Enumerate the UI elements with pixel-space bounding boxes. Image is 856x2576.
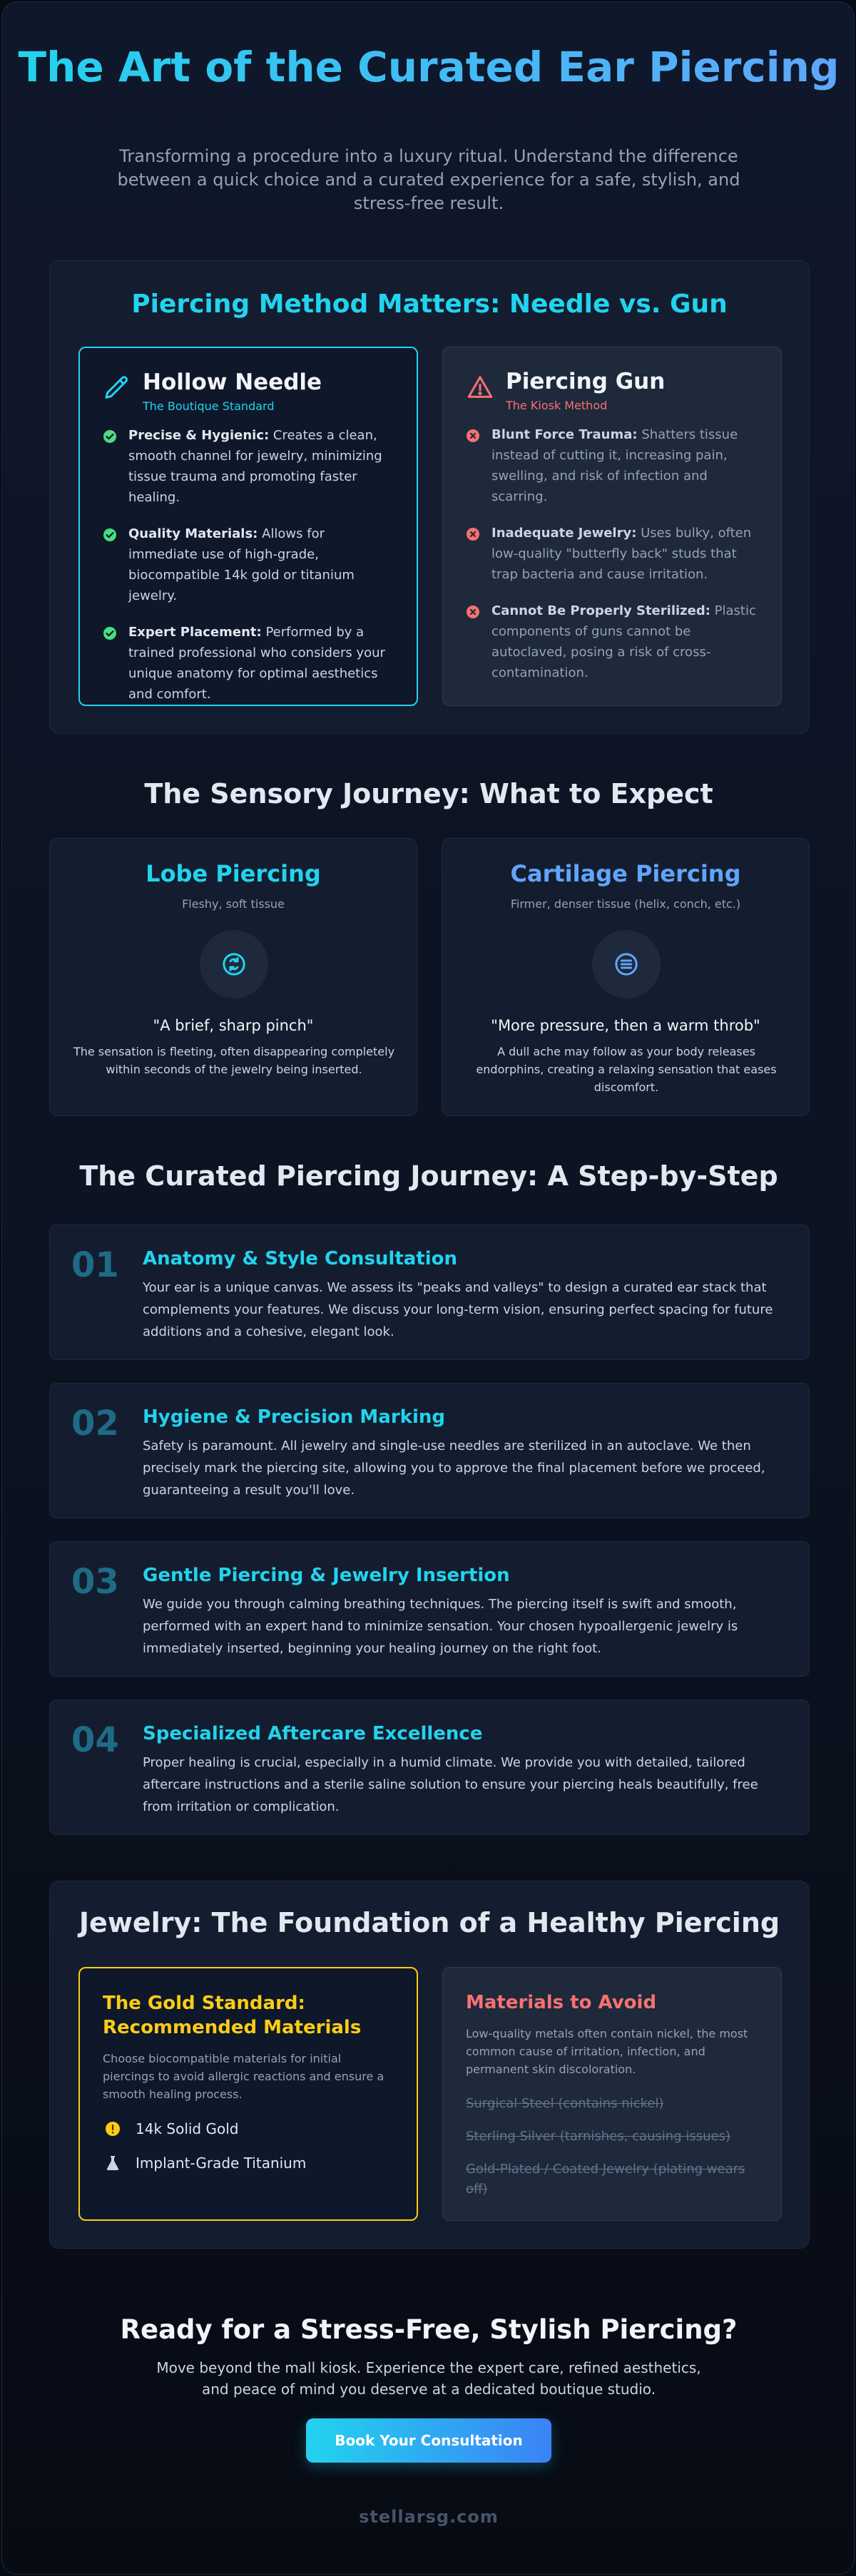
cta-subtitle: Move beyond the mall kiosk. Experience the expert care, refined aesthetics, and peace of mind you deserve at a dedicated boutique studio.: [156, 2359, 701, 2398]
lobe-quote: "A brief, sharp pinch": [153, 1017, 314, 1034]
sensory-section-title: The Sensory Journey: What to Expect: [144, 778, 713, 809]
gun-title: Piercing Gun: [506, 369, 666, 394]
step-number: 04: [71, 1720, 119, 1760]
avoid-description: Low-quality metals often contain nickel, the most common cause of irritation, infection, and permanent skin discoloration.: [466, 2027, 748, 2076]
cartilage-description: A dull ache may follow as your body releases endorphins, creating a relaxing sensation that eases discomfort.: [476, 1045, 777, 1094]
cartilage-subtitle: Firmer, denser tissue (helix, conch, etc.): [510, 897, 741, 911]
list-item: [466, 523, 758, 585]
list-item: [103, 425, 394, 508]
item-text: Uses bulky, often low-quality "butterfly back" studs that trap bacteria and cause irritation.: [491, 526, 752, 582]
item-text: Creates a clean, smooth channel for jewelry, minimizing tissue trauma and promoting faster healing.: [128, 428, 382, 505]
pencil-icon: [103, 374, 131, 402]
warning-icon: [466, 373, 494, 402]
method-section: [49, 260, 810, 734]
avoid-title: Materials to Avoid: [466, 1992, 657, 2013]
jewelry-section-title: Jewelry: The Foundation of a Healthy Piercing: [78, 1907, 780, 1938]
step-description: We guide you through calming breathing techniques. The piercing itself is swift and smooth, performed with an expert hand to minimize sensation. Your chosen hypoallergenic jewelry is immediately inserted, beginning your healing journey on the right foot.: [143, 1597, 738, 1656]
list-item: Gold-Plated / Coated Jewelry (plating wears off): [466, 2162, 745, 2197]
x-circle-icon: [466, 527, 480, 541]
lobe-title: Lobe Piercing: [146, 860, 321, 887]
item-text: Shatters tissue instead of cutting it, increasing pain, swelling, and risk of infection and scarring.: [491, 427, 738, 504]
step-description: Safety is paramount. All jewelry and single-use needles are sterilized in an autoclave. We then precisely mark the piercing site, allowing you to approve the final placement before we proceed, guaranteeing a result you'll love.: [143, 1438, 765, 1498]
step-title: Anatomy & Style Consultation: [143, 1248, 458, 1269]
x-circle-icon: [466, 429, 480, 443]
needle-title: Hollow Needle: [143, 369, 322, 395]
recommended-description: Choose biocompatible materials for initial piercings to avoid allergic reactions and ensure a smooth healing process.: [103, 2052, 384, 2101]
gun-risks-list: [466, 424, 758, 683]
list-item: [103, 523, 394, 606]
item-heading: Precise & Hygienic:: [128, 428, 270, 443]
step-title: Hygiene & Precision Marking: [143, 1406, 445, 1428]
refresh-icon: [200, 930, 268, 998]
journey-step: [49, 1225, 810, 1360]
needle-benefits-list: [103, 425, 394, 705]
cta-title: Ready for a Stress-Free, Stylish Piercing?: [120, 2314, 738, 2345]
menu-circle-icon: [592, 930, 661, 998]
item-text: Plastic components of guns cannot be autoclaved, posing a risk of cross-contamination.: [491, 603, 756, 680]
step-number: 01: [71, 1245, 119, 1285]
step-description: Your ear is a unique canvas. We assess its "peaks and valleys" to design a curated ear stack that complements your features. We discuss your long-term vision, ensuring perfect spacing for future additions and a cohesive, elegant look.: [143, 1280, 773, 1339]
item-heading: Inadequate Jewelry:: [491, 526, 637, 541]
journey-step: [49, 1541, 810, 1677]
journey-step: [49, 1383, 810, 1518]
lobe-description: The sensation is fleeting, often disappearing completely within seconds of the jewelry being inserted.: [73, 1045, 395, 1076]
material-label: Implant-Grade Titanium: [136, 2155, 307, 2172]
list-item: [103, 2153, 394, 2173]
check-circle-icon: [103, 528, 117, 542]
book-consultation-button[interactable]: Book Your Consultation: [306, 2418, 551, 2463]
gold-coin-icon: [104, 2120, 121, 2137]
list-item: Sterling Silver (tarnishes, causing issues): [466, 2129, 730, 2144]
item-text: Allows for immediate use of high-grade, biocompatible 14k gold or titanium jewelry.: [128, 526, 355, 603]
lobe-subtitle: Fleshy, soft tissue: [182, 897, 285, 911]
recommended-list: [103, 2119, 394, 2173]
jewelry-section: [49, 1881, 810, 2249]
check-circle-icon: [103, 429, 117, 444]
cartilage-title: Cartilage Piercing: [510, 860, 741, 887]
step-title: Gentle Piercing & Jewelry Insertion: [143, 1565, 510, 1586]
gun-subtitle: The Kiosk Method: [506, 399, 608, 412]
avoid-materials-card: [442, 1967, 782, 2221]
cartilage-card: [442, 838, 810, 1116]
page-subtitle: Transforming a procedure into a luxury ritual. Understand the difference between a quick choice and a curated experience for a safe, stylish, and stress-free result.: [117, 146, 740, 213]
step-number: 02: [71, 1404, 119, 1443]
item-text: Performed by a trained professional who considers your unique anatomy for optimal aesthetics and comfort.: [128, 625, 385, 702]
list-item: [466, 424, 758, 507]
journey-step: [49, 1700, 810, 1835]
list-item: [103, 2119, 394, 2139]
recommended-materials-card: [78, 1967, 418, 2221]
method-section-title: Piercing Method Matters: Needle vs. Gun: [131, 290, 728, 319]
item-heading: Expert Placement:: [128, 625, 262, 640]
list-item: Surgical Steel (contains nickel): [466, 2096, 664, 2111]
needle-subtitle: The Boutique Standard: [143, 399, 275, 413]
check-circle-icon: [103, 626, 117, 640]
item-heading: Blunt Force Trauma:: [491, 427, 638, 442]
step-number: 03: [71, 1562, 119, 1602]
page-title: The Art of the Curated Ear Piercing: [2, 44, 855, 91]
step-description: Proper healing is crucial, especially in a humid climate. We provide you with detailed, tailored aftercare instructions and a sterile saline solution to ensure your piercing heals beautifully, free from irritation or complication.: [143, 1755, 758, 1814]
material-label: 14k Solid Gold: [136, 2120, 239, 2137]
x-circle-icon: [466, 605, 480, 619]
needle-card: [78, 347, 418, 706]
footer-domain: stellarsg.com: [359, 2507, 499, 2527]
journey-section-title: The Curated Piercing Journey: A Step-by-Step: [79, 1160, 778, 1192]
gun-card: [442, 347, 782, 706]
item-heading: Quality Materials:: [128, 526, 258, 541]
lobe-card: [49, 838, 417, 1116]
avoid-list: [466, 2094, 758, 2199]
step-title: Specialized Aftercare Excellence: [143, 1723, 483, 1744]
list-item: [103, 622, 394, 705]
flask-icon: [104, 2155, 121, 2172]
page: [1, 1, 855, 2575]
cartilage-quote: "More pressure, then a warm throb": [491, 1017, 760, 1034]
list-item: [466, 600, 758, 683]
recommended-title: The Gold Standard: Recommended Materials: [103, 1993, 362, 2038]
item-heading: Cannot Be Properly Sterilized:: [491, 603, 710, 618]
